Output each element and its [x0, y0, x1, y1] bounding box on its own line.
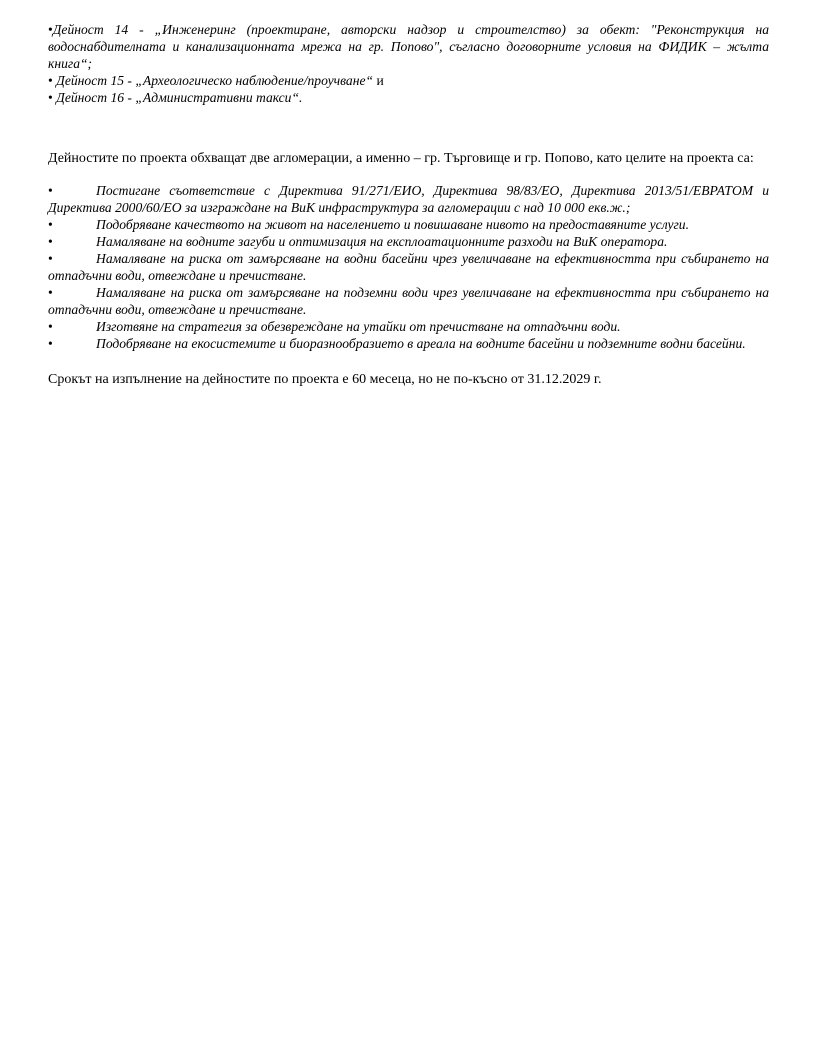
document-page	[48, 21, 769, 388]
goal-item	[48, 216, 769, 233]
activity-item	[48, 89, 769, 106]
activity-text: Дейност 14 - „Инженеринг (проектиране, авторски надзор и строителство) за обект: "Реконструкция на водоснабдителната и канализационната мрежа на гр. Попово", съгласно договорните условия на ФИДИК – жълта книга“;	[48, 22, 769, 71]
bullet-mark: •	[48, 183, 53, 198]
goal-text: Постигане съответствие с Директива 91/271/ЕИО, Директива 98/83/ЕО, Директива 2013/51/ЕВРАТОМ и Директива 2000/60/ЕО за изграждане на ВиК инфраструктура за агломерации с над 10 000 екв.ж.;	[48, 183, 769, 215]
goal-text: Подобряване качеството на живот на населението и повишаване нивото на предоставяните услуги.	[96, 217, 689, 232]
deadline-paragraph: Срокът на изпълнение на дейностите по проекта е 60 месеца, но не по-късно от 31.12.2029 г.	[48, 372, 602, 387]
bullet-mark: •	[48, 217, 53, 232]
goal-item	[48, 318, 769, 335]
bullet-mark: •	[48, 319, 53, 334]
goal-item	[48, 335, 769, 352]
intro-paragraph: Дейностите по проекта обхващат две агломерации, а именно – гр. Търговище и гр. Попово, като целите на проекта са:	[48, 151, 754, 166]
goal-item	[48, 250, 769, 284]
activity-text: Дейност 16 - „Административни такси“.	[56, 90, 303, 105]
bullet-mark: •	[48, 22, 53, 37]
goals-list	[48, 182, 769, 352]
goal-text: Подобряване на екосистемите и биоразнообразието в ареала на водните басейни и подземните водни басейни.	[96, 336, 746, 351]
bullet-mark: •	[48, 336, 53, 351]
activity-text: Дейност 15 - „Археологическо наблюдение/проучване“	[56, 73, 374, 88]
goal-item	[48, 233, 769, 250]
goal-text: Намаляване на риска от замърсяване на подземни води чрез увеличаване на ефективността при събирането на отпадъчни води, отвеждане и пречистване.	[48, 285, 769, 317]
activity-item	[48, 72, 769, 89]
bullet-mark: •	[48, 251, 53, 266]
bullet-mark: •	[48, 90, 57, 105]
goal-text: Изготвяне на стратегия за обезвреждане на утайки от пречистване на отпадъчни води.	[96, 319, 621, 334]
goal-item	[48, 284, 769, 318]
activity-suffix: и	[373, 73, 384, 88]
goal-item	[48, 182, 769, 216]
activities-list	[48, 21, 769, 106]
bullet-mark: •	[48, 285, 53, 300]
goal-text: Намаляване на риска от замърсяване на водни басейни чрез увеличаване на ефективността при събирането на отпадъчни води, отвеждане и пречистване.	[48, 251, 769, 283]
goal-text: Намаляване на водните загуби и оптимизация на експлоатационните разходи на ВиК оператора.	[96, 234, 668, 249]
bullet-mark: •	[48, 234, 53, 249]
bullet-mark: •	[48, 73, 57, 88]
activity-item	[48, 21, 769, 72]
